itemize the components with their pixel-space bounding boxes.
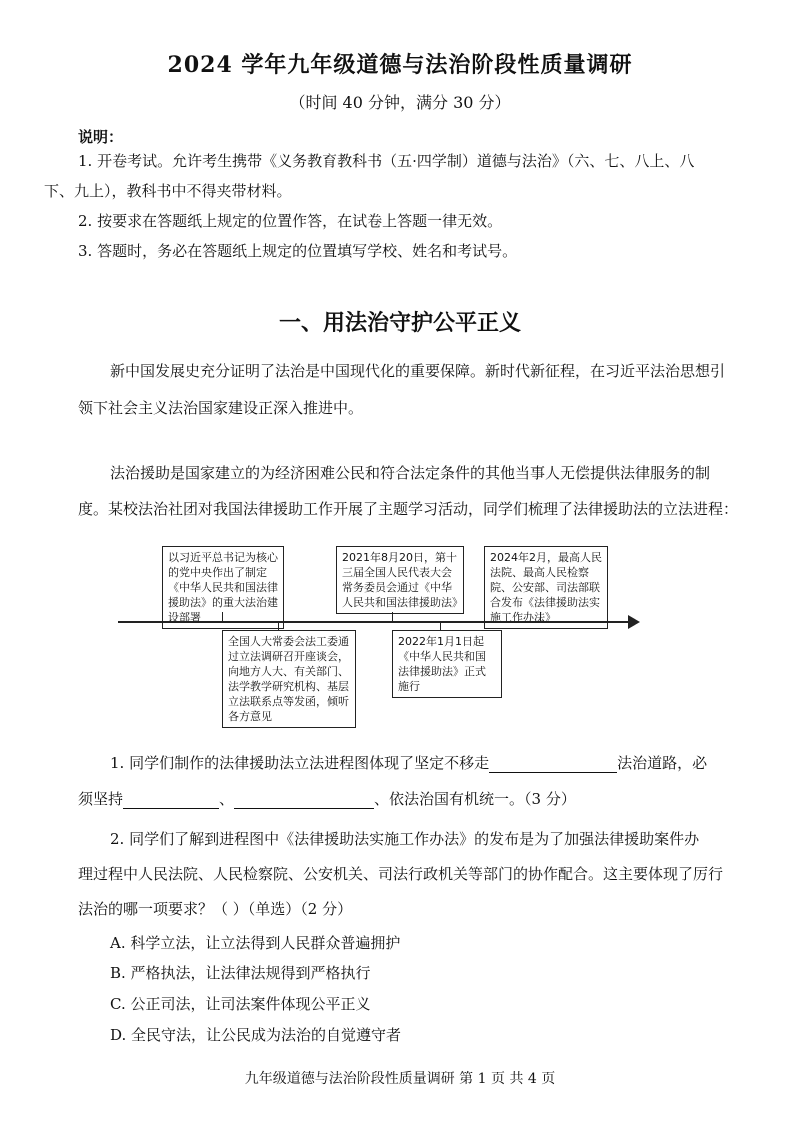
material-line: 度。某校法治社团对我国法律援助工作开展了主题学习活动，同学们梳理了法律援助法的立法进程： [78,500,739,518]
answer-blank[interactable] [234,792,374,809]
timeline-event: 以习近平总书记为核心的党中央作出了制定《中华人民共和国法律援助法》的重大法治建设部署 [162,546,284,629]
timeline-connector [440,622,441,630]
question-2-line: 2. 同学们了解到进程图中《法律援助法实施工作办法》的发布是为了加强法律援助案件办 [110,830,700,848]
note-line: 下、九上），教科书中不得夹带材料。 [44,182,292,200]
intro-line: 新中国发展史充分证明了法治是中国现代化的重要保障。新时代新征程，在习近平法治思想引 [110,362,726,380]
q1-text: 、依法治国有机统一。（3 分） [374,790,576,808]
timeline-event: 2021年8月20日，第十三届全国人民代表大会常务委员会通过《中华人民共和国法律援助法》 [336,546,464,614]
choice-option-a[interactable]: A. 科学立法，让立法得到人民群众普遍拥护 [110,934,401,952]
timeline-axis [118,621,630,623]
notes-heading: 说明： [78,128,124,146]
material-line: 法治援助是国家建立的为经济困难公民和符合法定条件的其他当事人无偿提供法律服务的制 [110,464,711,482]
choice-option-d[interactable]: D. 全民守法，让公民成为法治的自觉遵守者 [110,1026,402,1044]
timeline-connector [540,612,541,621]
question-2-line: 法治的哪一项要求？（ ）（单选）（2 分） [78,900,353,918]
question-2-line: 理过程中人民法院、人民检察院、公安机关、司法行政机关等部门的协作配合。这主要体现了厉行 [78,865,724,883]
exam-subtitle: （时间 40 分钟，满分 30 分） [289,93,511,112]
timeline-connector [392,612,393,621]
q1-text: 须坚持 [78,790,124,808]
note-line: 1. 开卷考试。允许考生携带《义务教育教科书（五·四学制）道德与法治》（六、七、八上、八 [78,152,695,170]
timeline-event: 2024年2月，最高人民法院、最高人民检察院、公安部、司法部联合发布《法律援助法实施工作办法》 [484,546,608,629]
q1-text: 1. 同学们制作的法律援助法立法进程图体现了坚定不移走 [110,754,490,772]
choice-option-c[interactable]: C. 公正司法，让司法案件体现公平正义 [110,995,371,1013]
timeline-arrow [628,615,640,629]
q1-separator: 、 [219,790,235,808]
answer-blank[interactable] [489,756,617,773]
timeline-event: 全国人大常委会法工委通过立法调研召开座谈会，向地方人大、有关部门、法学教学研究机构、基层立法联系点等发函，倾听各方意见 [222,630,356,728]
timeline-connector [278,622,279,630]
section-title: 一、用法治守护公平正义 [278,311,521,336]
answer-blank[interactable] [123,792,219,809]
choice-option-b[interactable]: B. 严格执法，让法律法规得到严格执行 [110,964,371,982]
timeline-connector [222,612,223,621]
intro-line: 领下社会主义法治国家建设正深入推进中。 [78,399,364,417]
note-line: 2. 按要求在答题纸上规定的位置作答，在试卷上答题一律无效。 [78,212,503,230]
question-1-line [110,752,707,773]
timeline-event: 2022年1月1日起《中华人民共和国法律援助法》正式施行 [392,630,502,698]
question-1-line [78,788,576,809]
page-footer: 九年级道德与法治阶段性质量调研 第 1 页 共 4 页 [244,1071,556,1087]
exam-title: 2024 学年九年级道德与法治阶段性质量调研 [167,52,633,78]
note-line: 3. 答题时，务必在答题纸上规定的位置填写学校、姓名和考试号。 [78,242,518,260]
q1-text: 法治道路，必 [617,754,708,772]
